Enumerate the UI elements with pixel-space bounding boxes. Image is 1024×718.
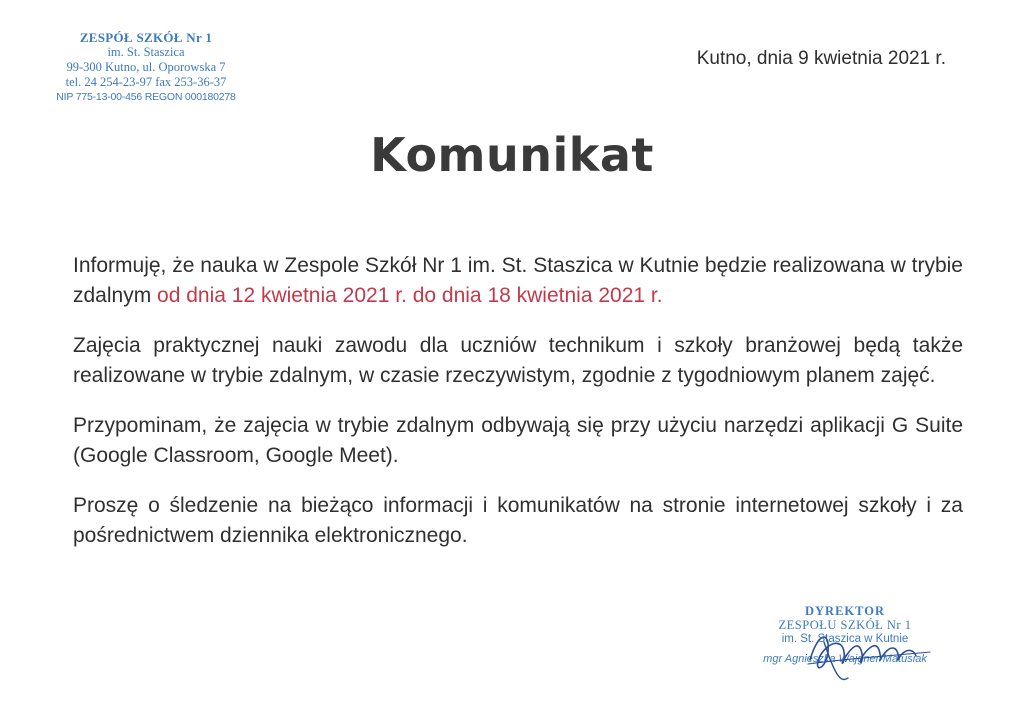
document-body — [73, 251, 963, 571]
paragraph-4: Proszę o śledzenie na bieżąco informacji i komunikatów na stronie internetowej szkoły i za pośrednictwem dziennika elektronicznego. — [73, 494, 963, 547]
handwritten-signature — [790, 612, 940, 692]
paragraph-3: Przypominam, że zajęcia w trybie zdalnym odbywają się przy użyciu narzędzi aplikacji G Suite (Google Classroom, Google Meet). — [73, 414, 963, 467]
paragraph-1 — [73, 251, 963, 311]
letterhead-patron: im. St. Staszica — [107, 45, 185, 59]
signature-role: DYREKTOR — [804, 604, 885, 618]
paragraph-1-text: Informuję, że nauka w Zespole Szkół Nr 1 im. St. Staszica w Kutnie będzie realizowana w trybie zdalnym — [73, 254, 963, 307]
document-title: Komunikat — [370, 128, 654, 182]
document-date: Kutno, dnia 9 kwietnia 2021 r. — [696, 48, 946, 69]
signature-school: ZESPOŁU SZKÓŁ Nr 1 — [778, 618, 912, 632]
signature-patron: im. St. Staszica w Kutnie — [781, 633, 909, 645]
paragraph-2: Zajęcia praktycznej nauki zawodu dla uczniów technikum i szkoły branżowej będą także realizowane w trybie zdalnym, w czasie rzeczywistym, zgodnie z tygodniowym planem zajęć. — [73, 334, 963, 387]
signature-name: mgr Agnieszka Wajgner-Matusiak — [763, 653, 927, 665]
letterhead-nip-regon: NIP 775-13-00-456 REGON 000180278 — [56, 91, 236, 103]
letterhead-address: 99-300 Kutno, ul. Oporowska 7 — [66, 60, 226, 74]
school-letterhead-stamp — [40, 30, 252, 105]
paragraph-1-date-range: od dnia 12 kwietnia 2021 r. do dnia 18 kwietnia 2021 r. — [157, 284, 663, 307]
letterhead-school-name: ZESPÓŁ SZKÓŁ Nr 1 — [79, 30, 213, 45]
letterhead-phone-fax: tel. 24 254-23-97 fax 253-36-37 — [65, 75, 227, 89]
